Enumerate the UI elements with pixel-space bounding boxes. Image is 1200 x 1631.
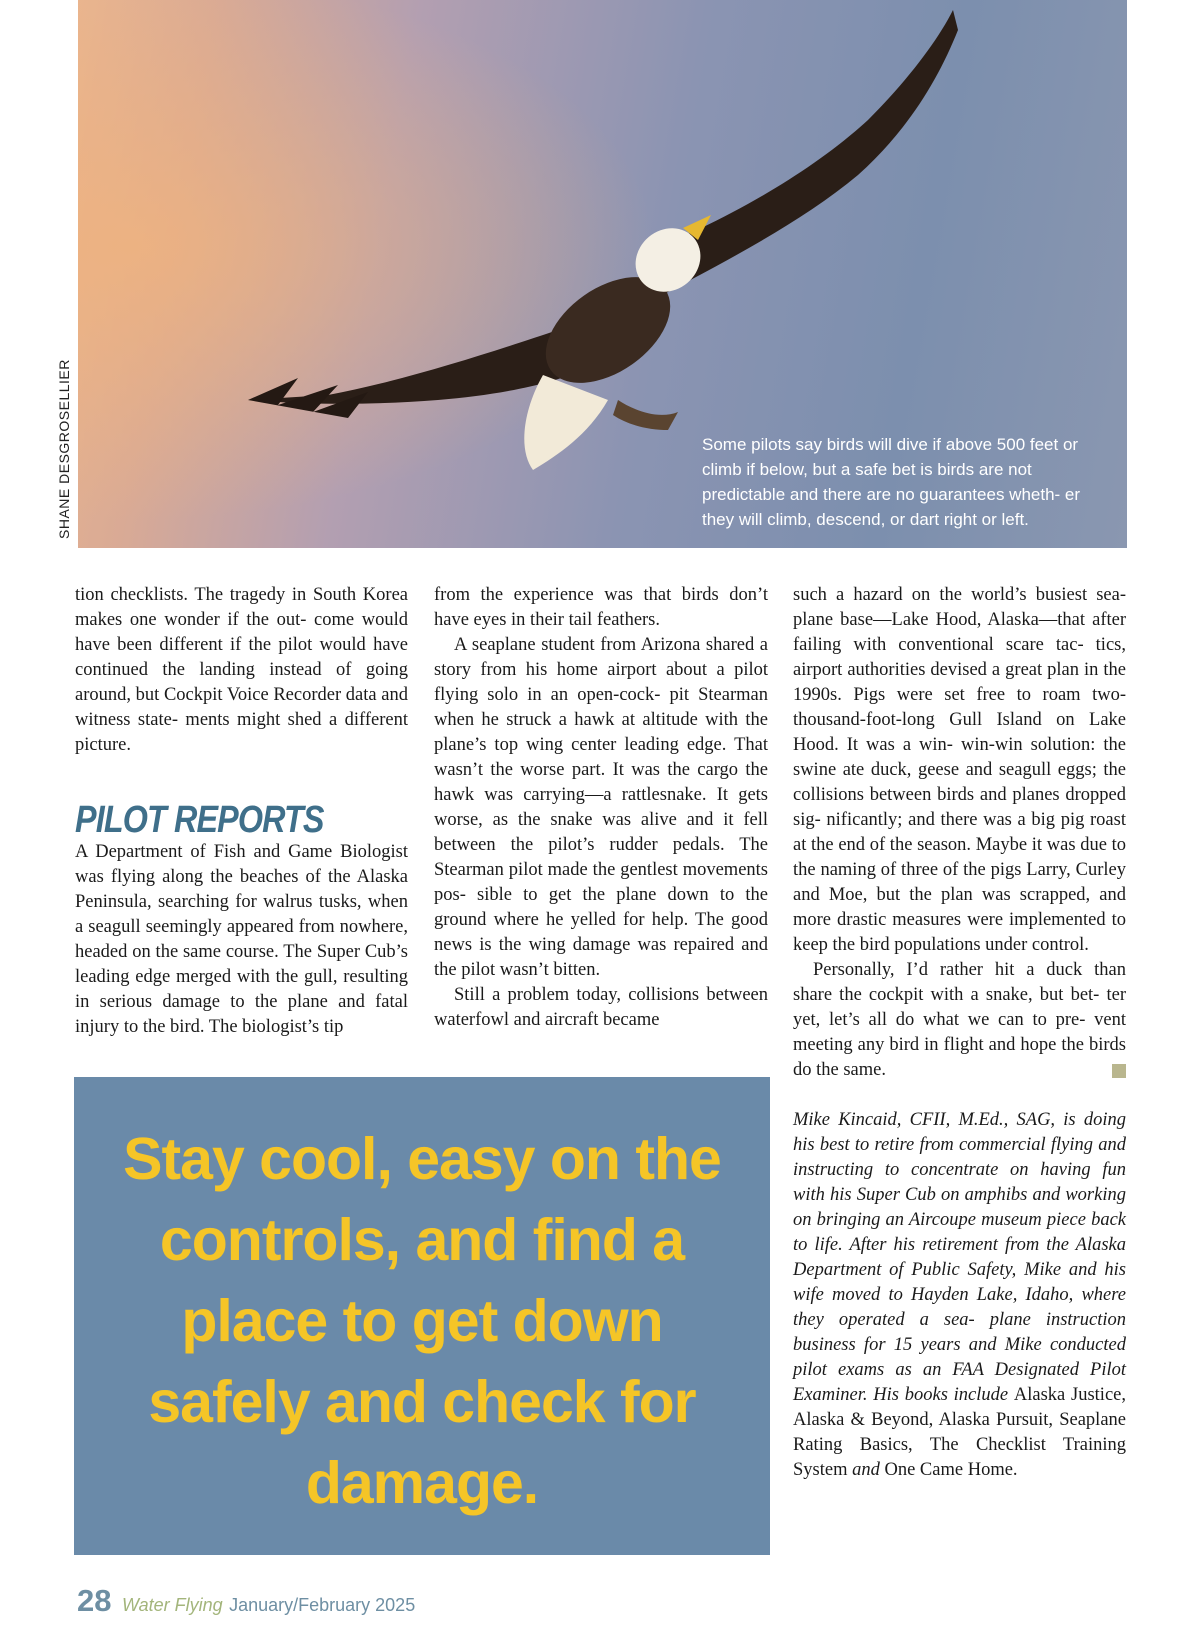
eagle-photo — [78, 0, 1127, 548]
photo-credit: SHANE DESGROSELLIER — [56, 359, 72, 539]
photo-caption: Some pilots say birds will dive if above 500 feet or climb if below, but a safe bet is birds are not predictable and there are no guarantees wheth- er they will climb, descend, or dart right or left. — [702, 435, 1081, 529]
issue-date: January/February 2025 — [229, 1595, 416, 1615]
pull-quote-box — [74, 1077, 770, 1555]
bio-last-book: One Came Home. — [884, 1460, 1018, 1480]
bio-books: Alaska Justice, Alaska & Beyond, Alaska Pursuit, Seaplane Rating Basics, The Checklist Training System — [793, 1385, 1126, 1480]
article-column-1 — [75, 583, 408, 1040]
paragraph: A seaplane student from Arizona shared a story from his home airport about a pilot flying solo in an open-cock- pit Stearman when he struck a hawk at altitude with the plane’s top wing center leading edge. That wasn’t the worse part. It was the cargo the hawk was carrying—a rattlesnake. It gets worse, as the snake was alive and it fell between the pilot’s rudder pedals. The Stearman pilot made the gentlest movements pos- sible to get the plane down to the ground where he yelled for help. The good news is the wing damage was repaired and the pilot wasn’t bitten. — [434, 635, 768, 980]
paragraph: tion checklists. The tragedy in South Korea makes one wonder if the out- come would have been different if the pilot would have continued the landing instead of going around, but Cockpit Voice Recorder data and witness state- ments might shed a different picture. — [75, 585, 408, 755]
end-mark-icon — [1112, 1064, 1126, 1078]
paragraph: from the experience was that birds don’t have eyes in their tail feathers. — [434, 585, 768, 630]
pull-quote-text: Stay cool, easy on the controls, and find a place to get down safely and check for damage. — [123, 1126, 721, 1516]
paragraph: Still a problem today, collisions between waterfowl and aircraft became — [434, 985, 768, 1030]
author-bio — [793, 1108, 1126, 1483]
page-number: 28 — [77, 1583, 112, 1618]
paragraph — [793, 958, 1126, 1083]
closing-text: Personally, I’d rather hit a duck than share the cockpit with a snake, but bet- ter yet, let’s all do what we can to pre- vent meeting any bird in flight and hope the birds do the same. — [793, 960, 1126, 1080]
section-heading: PILOT REPORTS — [75, 799, 324, 841]
paragraph: such a hazard on the world’s busiest sea- plane base—Lake Hood, Alaska—that after failing with conventional scare tac- tics, airport authorities devised a great plan in the 1990s. Pigs were set free to roam two-thousand-foot-long Gull Island on Lake Hood. It was a win- win-win solution: the swine ate duck, geese and seagull eggs; the collisions between birds and planes dropped sig- nificantly; and there was a big pig roast at the end of the season. Maybe it was due to the naming of three of the pigs Larry, Curley and Moe, but the plan was scrapped, and more drastic measures were implemented to keep the bird populations under control. — [793, 585, 1126, 955]
page-footer — [77, 1583, 415, 1619]
magazine-name: Water Flying — [121, 1595, 223, 1615]
bio-text: Mike Kincaid, CFII, M.Ed., SAG, is doing his best to retire from commercial flying and instructing to concentrate on having fun with his Super Cub on amphibs and working on bringing an Aircoupe museum piece back to life. After his retirement from the Alaska Department of Public Safety, Mike and his wife moved to Hayden Lake, Idaho, where they operated a sea- plane instruction business for 15 years and Mike conducted pilot exams as an FAA Designated Pilot Examiner. His books include — [793, 1110, 1126, 1405]
article-column-3 — [793, 583, 1126, 1483]
paragraph: A Department of Fish and Game Biologist was flying along the beaches of the Alaska Peninsula, searching for walrus tusks, when a seagull seemingly appeared from nowhere, headed on the same course. The Super Cub’s leading edge merged with the gull, resulting in serious damage to the plane and fatal injury to the bird. The biologist’s tip — [75, 842, 408, 1037]
bio-and: and — [852, 1460, 880, 1480]
article-column-2 — [434, 583, 768, 1033]
